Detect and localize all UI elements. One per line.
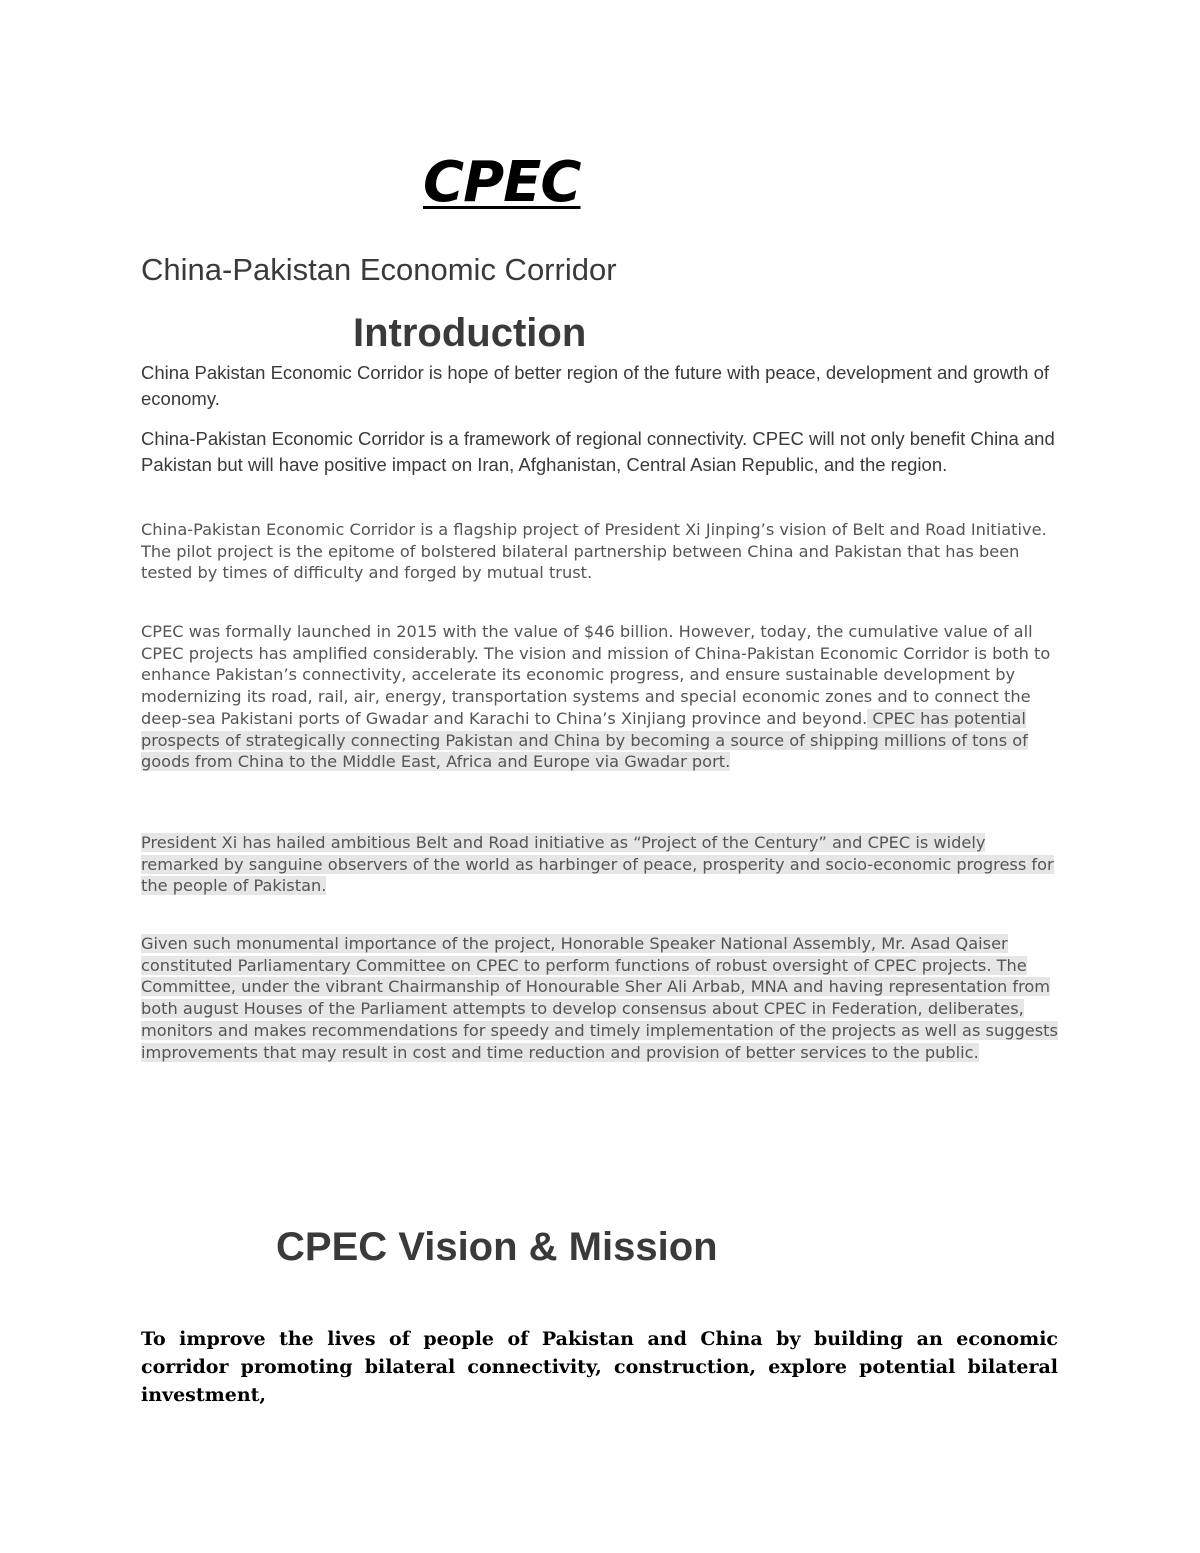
intro-paragraph-4 xyxy=(141,621,1066,773)
intro-paragraph-5 xyxy=(141,832,1066,897)
intro-paragraph-4-text: CPEC was formally launched in 2015 with the value of $46 billion. However, today, the cumulative value of all CPEC projects has amplified considerably. The vision and mission of China-Pakistan Economic Corridor is both to enhance Pakistan’s connectivity, accelerate its economic progress, and ensure sustainable development by modernizing its road, rail, air, energy, transportation systems and special economic zones and to connect the deep-sea Pakistani ports of Gwadar and Karachi to China’s Xinjiang province and beyond. xyxy=(141,622,1051,728)
intro-paragraph-4-highlight: CPEC has potential prospects of strategically connecting Pakistan and China by becoming a source of shipping millions of tons of goods from China to the Middle East, Africa and Europe via Gwadar port. xyxy=(141,708,1028,772)
intro-paragraph-5-highlight: President Xi has hailed ambitious Belt and Road initiative as “Project of the Century” and CPEC is widely remarked by sanguine observers of the world as harbinger of peace, prosperity and socio-economic progress for the people of Pakistan. xyxy=(141,833,1054,896)
intro-paragraph-3: China-Pakistan Economic Corridor is a flagship project of President Xi Jinping’s vision of Belt and Road Initiative. The pilot project is the epitome of bolstered bilateral partnership between China and Pakistan that has been tested by times of difficulty and forged by mutual trust. xyxy=(141,520,1047,583)
vision-mission-heading: CPEC Vision & Mission xyxy=(276,1225,718,1269)
intro-paragraph-2: China-Pakistan Economic Corridor is a framework of regional connectivity. CPEC will not only benefit China and Pakistan but will have positive impact on Iran, Afghanistan, Central Asian Republic, and the region. xyxy=(141,428,1055,475)
vision-mission-text: To improve the lives of people of Pakistan and China by building an economic corridor promoting bilateral connectivity, construction, explore potential bilateral investment, xyxy=(141,1328,1058,1406)
introduction-heading: Introduction xyxy=(353,311,587,355)
intro-paragraph-6 xyxy=(141,933,1066,1063)
document-title: CPEC xyxy=(423,150,581,215)
intro-paragraph-6-highlight: Given such monumental importance of the project, Honorable Speaker National Assembly, Mr. Asad Qaiser constituted Parliamentary Committee on CPEC to perform functions of robust oversight of CPEC projects. The Committee, under the vibrant Chairmanship of Honourable Sher Ali Arbab, MNA and having representation from both august Houses of the Parliament attempts to develop consensus about CPEC in Federation, deliberates, monitors and makes recommendations for speedy and timely implementation of the projects as well as suggests improvements that may result in cost and time reduction and provision of better services to the public. xyxy=(141,934,1058,1062)
document-subtitle: China-Pakistan Economic Corridor xyxy=(141,252,617,287)
intro-paragraph-1: China Pakistan Economic Corridor is hope of better region of the future with peace, development and growth of economy. xyxy=(141,362,1050,409)
